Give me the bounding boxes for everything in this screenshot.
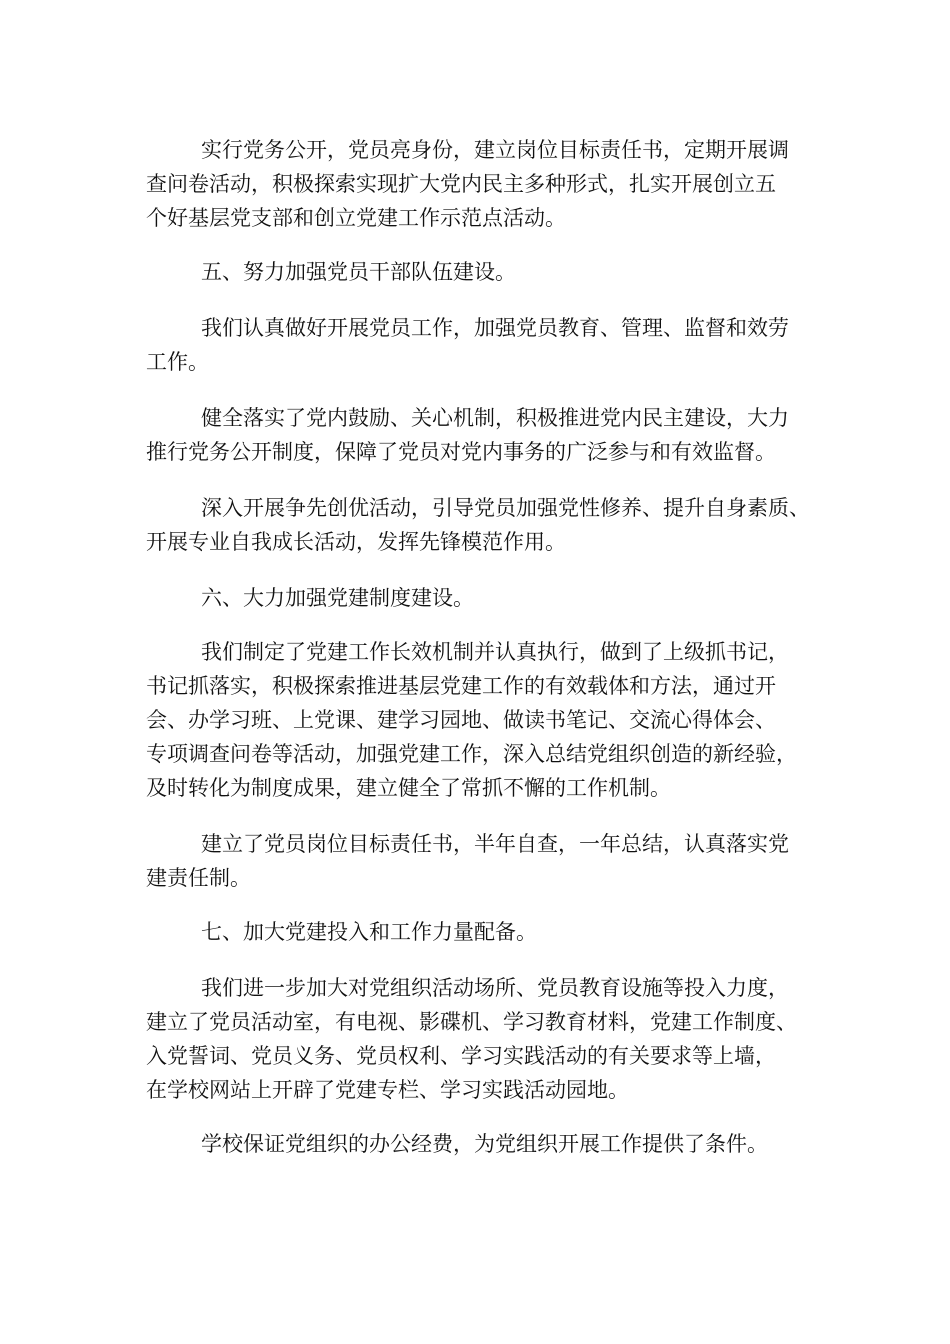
paragraph-line: 我们认真做好开展党员工作，加强党员教育、管理、监督和效劳 <box>201 316 789 340</box>
paragraph-line: 书记抓落实，积极探索推进基层党建工作的有效载体和方法，通过开 <box>146 674 776 698</box>
paragraph <box>146 311 826 379</box>
paragraph-line: 在学校网站上开辟了党建专栏、学习实践活动园地。 <box>146 1078 629 1102</box>
paragraph <box>146 581 826 615</box>
paragraph-line: 查问卷活动，积极探索实现扩大党内民主多种形式，扎实开展创立五 <box>146 172 776 196</box>
paragraph-line: 我们进一步加大对党组织活动场所、党员教育设施等投入力度， <box>201 976 789 1000</box>
paragraph <box>146 1127 826 1161</box>
paragraph-line: 个好基层党支部和创立党建工作示范点活动。 <box>146 206 566 230</box>
paragraph-line: 会、办学习班、上党课、建学习园地、做读书笔记、交流心得体会、 <box>146 708 776 732</box>
paragraph-line: 健全落实了党内鼓励、关心机制，积极推进党内民主建设，大力 <box>201 406 789 430</box>
paragraph <box>146 915 826 949</box>
paragraph-line: 深入开展争先创优活动，引导党员加强党性修养、提升自身素质、 <box>201 496 810 520</box>
paragraph-line: 六、大力加强党建制度建设。 <box>201 586 474 610</box>
paragraph-line: 开展专业自我成长活动，发挥先锋模范作用。 <box>146 530 566 554</box>
paragraph <box>146 491 826 559</box>
paragraph-line: 七、加大党建投入和工作力量配备。 <box>201 920 537 944</box>
paragraph <box>146 635 826 805</box>
paragraph-line: 入党誓词、党员义务、党员权利、学习实践活动的有关要求等上墙， <box>146 1044 776 1068</box>
paragraph <box>146 971 826 1107</box>
paragraph-line: 推行党务公开制度，保障了党员对党内事务的广泛参与和有效监督。 <box>146 440 776 464</box>
paragraph-line: 建立了党员活动室，有电视、影碟机、学习教育材料，党建工作制度、 <box>146 1010 797 1034</box>
paragraph-line: 五、努力加强党员干部队伍建设。 <box>201 260 516 284</box>
paragraph-line: 及时转化为制度成果，建立健全了常抓不懈的工作机制。 <box>146 776 671 800</box>
paragraph <box>146 401 826 469</box>
document-body <box>146 112 826 1161</box>
paragraph <box>146 133 826 235</box>
paragraph-line: 建立了党员岗位目标责任书，半年自查，一年总结，认真落实党 <box>201 832 789 856</box>
paragraph-line: 专项调查问卷等活动，加强党建工作，深入总结党组织创造的新经验， <box>146 742 797 766</box>
paragraph-line: 建责任制。 <box>146 866 251 890</box>
paragraph-line: 实行党务公开，党员亮身份，建立岗位目标责任书，定期开展调 <box>201 138 789 162</box>
paragraph-line: 工作。 <box>146 350 209 374</box>
paragraph <box>146 827 826 895</box>
paragraph-line: 我们制定了党建工作长效机制并认真执行，做到了上级抓书记， <box>201 640 789 664</box>
paragraph-line: 学校保证党组织的办公经费，为党组织开展工作提供了条件。 <box>201 1132 768 1156</box>
paragraph <box>146 255 826 289</box>
